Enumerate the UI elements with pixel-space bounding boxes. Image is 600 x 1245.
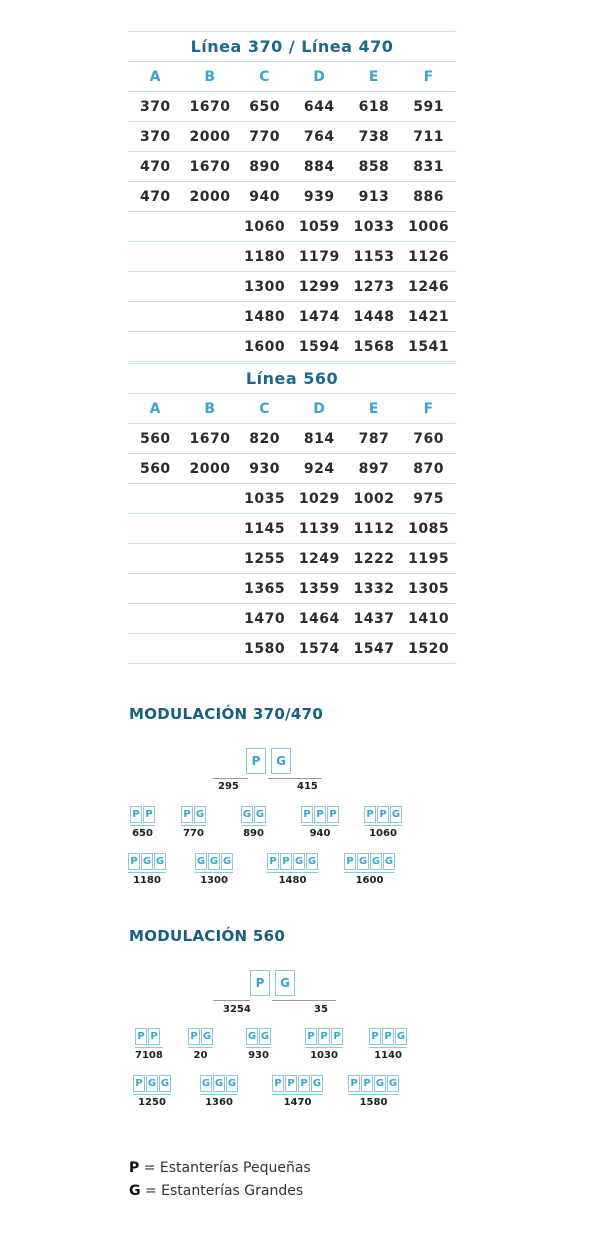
- column-header: A: [128, 62, 183, 92]
- base-right-value: 35: [314, 1004, 328, 1015]
- column-header: C: [237, 394, 292, 424]
- table-cell: 930: [237, 454, 292, 484]
- large-shelf-cell: G: [213, 1075, 225, 1092]
- small-shelf-cell: P: [181, 806, 193, 823]
- table-cell: 820: [237, 424, 292, 454]
- small-shelf-cell: P: [305, 1028, 317, 1045]
- large-shelf-cell: G: [311, 1075, 323, 1092]
- table-cell: [183, 604, 238, 634]
- table-cell: 913: [347, 182, 402, 212]
- small-shelf-cell: P: [143, 806, 155, 823]
- table-cell: 1195: [401, 544, 456, 574]
- table-cell: 470: [128, 182, 183, 212]
- table-cell: [183, 514, 238, 544]
- small-shelf-cell: P: [344, 853, 356, 870]
- large-shelf-cell: G: [275, 970, 295, 996]
- table-row: [128, 182, 456, 212]
- table-cell: [128, 332, 183, 362]
- module-label: 770: [183, 828, 204, 839]
- table-cell: 1480: [237, 302, 292, 332]
- legend-key: G: [129, 1183, 141, 1199]
- module-cells: [348, 1075, 399, 1092]
- module-base: [181, 825, 206, 826]
- column-header: F: [401, 394, 456, 424]
- module-20: [188, 1028, 213, 1061]
- legend: [129, 1157, 311, 1203]
- table-cell: 1179: [292, 242, 347, 272]
- module-base: [188, 1047, 213, 1048]
- table-cell: 1085: [401, 514, 456, 544]
- table-row: [128, 212, 456, 242]
- module-label: 1140: [374, 1050, 402, 1061]
- table-cell: [128, 514, 183, 544]
- large-shelf-cell: G: [383, 853, 395, 870]
- small-shelf-cell: P: [382, 1028, 394, 1045]
- table-row: [128, 604, 456, 634]
- module-cells: [133, 1075, 171, 1092]
- legend-item-g: [129, 1180, 311, 1203]
- table-cell: 858: [347, 152, 402, 182]
- table-cell: 924: [292, 454, 347, 484]
- small-shelf-cell: P: [348, 1075, 360, 1092]
- module-base: [364, 825, 402, 826]
- column-header: D: [292, 62, 347, 92]
- table-row: [128, 484, 456, 514]
- module-label: 1470: [283, 1097, 312, 1108]
- table-cell: [128, 272, 183, 302]
- module-label: 1600: [355, 875, 384, 886]
- table-title: Línea 560: [128, 364, 456, 394]
- table-cell: 1410: [401, 604, 456, 634]
- base-right-value: 415: [297, 781, 318, 792]
- table-cell: 1139: [292, 514, 347, 544]
- small-shelf-cell: P: [369, 1028, 381, 1045]
- table-cell: 886: [401, 182, 456, 212]
- table-cell: 1180: [237, 242, 292, 272]
- module-base: [344, 872, 395, 873]
- table-cell: 764: [292, 122, 347, 152]
- module-label: 1580: [359, 1097, 388, 1108]
- table-cell: 2000: [183, 182, 238, 212]
- small-shelf-cell: P: [148, 1028, 160, 1045]
- table-cell: 760: [401, 424, 456, 454]
- legend-text: = Estanterías Grandes: [140, 1183, 304, 1199]
- table-cell: 1421: [401, 302, 456, 332]
- table-title-row: [128, 32, 456, 62]
- small-shelf-cell: P: [272, 1075, 284, 1092]
- table-cell: [183, 272, 238, 302]
- module-label: 1180: [133, 875, 161, 886]
- table-cell: 2000: [183, 122, 238, 152]
- module-base: [369, 1047, 407, 1048]
- base-left-line: [213, 1000, 250, 1001]
- table-cell: 1126: [401, 242, 456, 272]
- module-1360: [200, 1075, 238, 1108]
- table-cell: [183, 634, 238, 664]
- dimensions-table-370-470: [128, 31, 456, 362]
- module-cells: [344, 853, 395, 870]
- table-cell: 1670: [183, 424, 238, 454]
- table-row: [128, 424, 456, 454]
- table-cell: 1145: [237, 514, 292, 544]
- table-cell: [183, 574, 238, 604]
- large-shelf-cell: G: [146, 1075, 158, 1092]
- table-cell: [128, 634, 183, 664]
- module-930: [246, 1028, 271, 1061]
- table-cell: [183, 242, 238, 272]
- table-cell: 1580: [237, 634, 292, 664]
- table-cell: 1029: [292, 484, 347, 514]
- table-cell: 1059: [292, 212, 347, 242]
- module-cells: [272, 1075, 323, 1092]
- large-shelf-cell: G: [141, 853, 153, 870]
- small-shelf-cell: P: [331, 1028, 343, 1045]
- base-right-line: [272, 1000, 336, 1001]
- module-cells: [195, 853, 233, 870]
- small-shelf-cell: P: [314, 806, 326, 823]
- table-cell: 1246: [401, 272, 456, 302]
- table-cell: 814: [292, 424, 347, 454]
- small-shelf-cell: P: [361, 1075, 373, 1092]
- table-cell: 1112: [347, 514, 402, 544]
- small-shelf-cell: P: [377, 806, 389, 823]
- module-890: [241, 806, 266, 839]
- table-cell: 1470: [237, 604, 292, 634]
- large-shelf-cell: G: [374, 1075, 386, 1092]
- column-header: B: [183, 62, 238, 92]
- large-shelf-cell: G: [201, 1028, 213, 1045]
- table-cell: 770: [237, 122, 292, 152]
- small-shelf-cell: P: [130, 806, 142, 823]
- large-shelf-cell: G: [208, 853, 220, 870]
- module-base: [272, 1094, 323, 1095]
- table-cell: [128, 544, 183, 574]
- base-left-value: 295: [218, 781, 239, 792]
- small-shelf-cell: P: [267, 853, 279, 870]
- module-cells: [135, 1028, 163, 1045]
- large-shelf-cell: G: [357, 853, 369, 870]
- table-cell: 1033: [347, 212, 402, 242]
- table-row: [128, 122, 456, 152]
- module-base: [241, 825, 266, 826]
- module-label: 1300: [200, 875, 228, 886]
- large-shelf-cell: G: [259, 1028, 271, 1045]
- table-cell: 1474: [292, 302, 347, 332]
- table-cell: [128, 484, 183, 514]
- module-label: 650: [132, 828, 153, 839]
- table-cell: 787: [347, 424, 402, 454]
- table-header-row: [128, 394, 456, 424]
- module-1480: [267, 853, 318, 886]
- module-label: 940: [309, 828, 331, 839]
- module-base: [135, 1047, 163, 1048]
- module-base: [246, 1047, 271, 1048]
- module-7108: [135, 1028, 163, 1061]
- table-cell: 884: [292, 152, 347, 182]
- table-cell: 1437: [347, 604, 402, 634]
- module-1580: [348, 1075, 399, 1108]
- module-label: 1480: [278, 875, 307, 886]
- large-shelf-cell: G: [370, 853, 382, 870]
- column-header: A: [128, 394, 183, 424]
- large-shelf-cell: G: [387, 1075, 399, 1092]
- module-base: [301, 825, 339, 826]
- large-shelf-cell: G: [271, 748, 291, 774]
- small-shelf-cell: P: [298, 1075, 310, 1092]
- table-cell: 831: [401, 152, 456, 182]
- module-base: [195, 872, 233, 873]
- module-1140: [369, 1028, 407, 1061]
- small-shelf-cell: P: [285, 1075, 297, 1092]
- table-cell: 560: [128, 424, 183, 454]
- table-cell: 1002: [347, 484, 402, 514]
- large-shelf-cell: G: [194, 806, 206, 823]
- table-cell: 2000: [183, 454, 238, 484]
- small-shelf-cell: P: [188, 1028, 200, 1045]
- table-cell: 1332: [347, 574, 402, 604]
- column-header: F: [401, 62, 456, 92]
- large-shelf-cell: G: [395, 1028, 407, 1045]
- module-1180: [128, 853, 166, 886]
- module-cells: [369, 1028, 407, 1045]
- module-cells: [181, 806, 206, 823]
- module-label: 1030: [310, 1050, 338, 1061]
- table-cell: 939: [292, 182, 347, 212]
- module-base: [130, 825, 155, 826]
- table-cell: 1594: [292, 332, 347, 362]
- table-cell: 870: [401, 454, 456, 484]
- small-shelf-cell: P: [318, 1028, 330, 1045]
- table-row: [128, 272, 456, 302]
- table-title: Línea 370 / Línea 470: [128, 32, 456, 62]
- table-cell: 1006: [401, 212, 456, 242]
- small-shelf-cell: P: [133, 1075, 145, 1092]
- table-cell: 1365: [237, 574, 292, 604]
- table-cell: 644: [292, 92, 347, 122]
- table-cell: 1060: [237, 212, 292, 242]
- table-cell: 1568: [347, 332, 402, 362]
- table-row: [128, 242, 456, 272]
- module-cells: [301, 806, 339, 823]
- table-cell: 738: [347, 122, 402, 152]
- table-cell: 1255: [237, 544, 292, 574]
- small-shelf-cell: P: [280, 853, 292, 870]
- small-shelf-cell: P: [250, 970, 270, 996]
- module-base: [348, 1094, 399, 1095]
- module-base: [128, 872, 166, 873]
- large-shelf-cell: G: [293, 853, 305, 870]
- legend-key: P: [129, 1160, 140, 1176]
- large-shelf-cell: G: [306, 853, 318, 870]
- table-row: [128, 454, 456, 484]
- table-row: [128, 92, 456, 122]
- small-shelf-cell: P: [246, 748, 266, 774]
- table-cell: 1305: [401, 574, 456, 604]
- table-row: [128, 152, 456, 182]
- module-cells: [246, 1028, 271, 1045]
- table-cell: [183, 484, 238, 514]
- module-label: 930: [248, 1050, 269, 1061]
- table-row: [128, 634, 456, 664]
- column-header: B: [183, 394, 238, 424]
- table-cell: 890: [237, 152, 292, 182]
- table-cell: 1222: [347, 544, 402, 574]
- module-base: [305, 1047, 343, 1048]
- table-cell: [128, 604, 183, 634]
- table-cell: 1600: [237, 332, 292, 362]
- table-cell: 1249: [292, 544, 347, 574]
- table-cell: 560: [128, 454, 183, 484]
- small-shelf-cell: P: [135, 1028, 147, 1045]
- dimensions-table-560: [128, 363, 456, 664]
- large-shelf-cell: G: [241, 806, 253, 823]
- table-cell: 1035: [237, 484, 292, 514]
- base-left-value: 3254: [223, 1004, 251, 1015]
- column-header: C: [237, 62, 292, 92]
- large-shelf-cell: G: [390, 806, 402, 823]
- module-1250: [133, 1075, 171, 1108]
- module-cells: [267, 853, 318, 870]
- table-cell: 618: [347, 92, 402, 122]
- module-cells: [188, 1028, 213, 1045]
- table-cell: [128, 212, 183, 242]
- large-shelf-cell: G: [200, 1075, 212, 1092]
- column-header: E: [347, 394, 402, 424]
- small-shelf-cell: P: [327, 806, 339, 823]
- table-cell: 1299: [292, 272, 347, 302]
- large-shelf-cell: G: [254, 806, 266, 823]
- table-cell: 370: [128, 122, 183, 152]
- large-shelf-cell: G: [154, 853, 166, 870]
- column-header: D: [292, 394, 347, 424]
- table-title-row: [128, 364, 456, 394]
- large-shelf-cell: G: [226, 1075, 238, 1092]
- module-label: 7108: [135, 1050, 163, 1061]
- module-1300: [195, 853, 233, 886]
- table-cell: 1464: [292, 604, 347, 634]
- table-cell: [128, 302, 183, 332]
- table-row: [128, 574, 456, 604]
- table-cell: 470: [128, 152, 183, 182]
- table-cell: 1574: [292, 634, 347, 664]
- table-cell: [183, 332, 238, 362]
- module-cells: [128, 853, 166, 870]
- module-label: 1060: [369, 828, 397, 839]
- table-header-row: [128, 62, 456, 92]
- table-cell: [128, 574, 183, 604]
- table-cell: 975: [401, 484, 456, 514]
- module-770: [181, 806, 206, 839]
- small-shelf-cell: P: [128, 853, 140, 870]
- base-module-cells: [246, 748, 291, 774]
- module-1060: [364, 806, 402, 839]
- table-cell: 711: [401, 122, 456, 152]
- module-650: [130, 806, 155, 839]
- table-cell: 897: [347, 454, 402, 484]
- module-940: [301, 806, 339, 839]
- table-cell: [183, 544, 238, 574]
- large-shelf-cell: G: [246, 1028, 258, 1045]
- module-cells: [305, 1028, 343, 1045]
- base-module: [246, 748, 291, 774]
- table-cell: 1359: [292, 574, 347, 604]
- table-cell: 1541: [401, 332, 456, 362]
- table-cell: 1273: [347, 272, 402, 302]
- module-1600: [344, 853, 395, 886]
- module-cells: [364, 806, 402, 823]
- module-base: [200, 1094, 238, 1095]
- base-module-cells: [250, 970, 295, 996]
- module-cells: [200, 1075, 238, 1092]
- module-1030: [305, 1028, 343, 1061]
- table-cell: 1670: [183, 152, 238, 182]
- table-cell: 591: [401, 92, 456, 122]
- table-cell: 1153: [347, 242, 402, 272]
- column-header: E: [347, 62, 402, 92]
- module-base: [267, 872, 318, 873]
- base-module: [250, 970, 295, 996]
- small-shelf-cell: P: [301, 806, 313, 823]
- table-cell: 650: [237, 92, 292, 122]
- table-cell: 940: [237, 182, 292, 212]
- table-row: [128, 302, 456, 332]
- legend-text: = Estanterías Pequeñas: [139, 1160, 311, 1176]
- module-cells: [130, 806, 155, 823]
- table-cell: 1670: [183, 92, 238, 122]
- module-label: 1250: [138, 1097, 166, 1108]
- large-shelf-cell: G: [159, 1075, 171, 1092]
- table-row: [128, 332, 456, 362]
- large-shelf-cell: G: [221, 853, 233, 870]
- legend-item-p: [129, 1157, 311, 1180]
- table-cell: 1448: [347, 302, 402, 332]
- large-shelf-cell: G: [195, 853, 207, 870]
- module-label: 890: [243, 828, 264, 839]
- table-cell: [183, 302, 238, 332]
- table-cell: [128, 242, 183, 272]
- table-row: [128, 514, 456, 544]
- module-base: [133, 1094, 171, 1095]
- table-cell: 1300: [237, 272, 292, 302]
- table-cell: 1547: [347, 634, 402, 664]
- module-label: 1360: [205, 1097, 233, 1108]
- base-right-line: [268, 778, 322, 779]
- module-label: 20: [193, 1050, 208, 1061]
- modulation-560-title: MODULACIÓN 560: [129, 927, 286, 945]
- module-cells: [241, 806, 266, 823]
- module-1470: [272, 1075, 323, 1108]
- table-row: [128, 544, 456, 574]
- table-cell: 1520: [401, 634, 456, 664]
- table-cell: [183, 212, 238, 242]
- modulation-370-470-title: MODULACIÓN 370/470: [129, 705, 324, 723]
- small-shelf-cell: P: [364, 806, 376, 823]
- table-cell: 370: [128, 92, 183, 122]
- base-left-line: [213, 778, 248, 779]
